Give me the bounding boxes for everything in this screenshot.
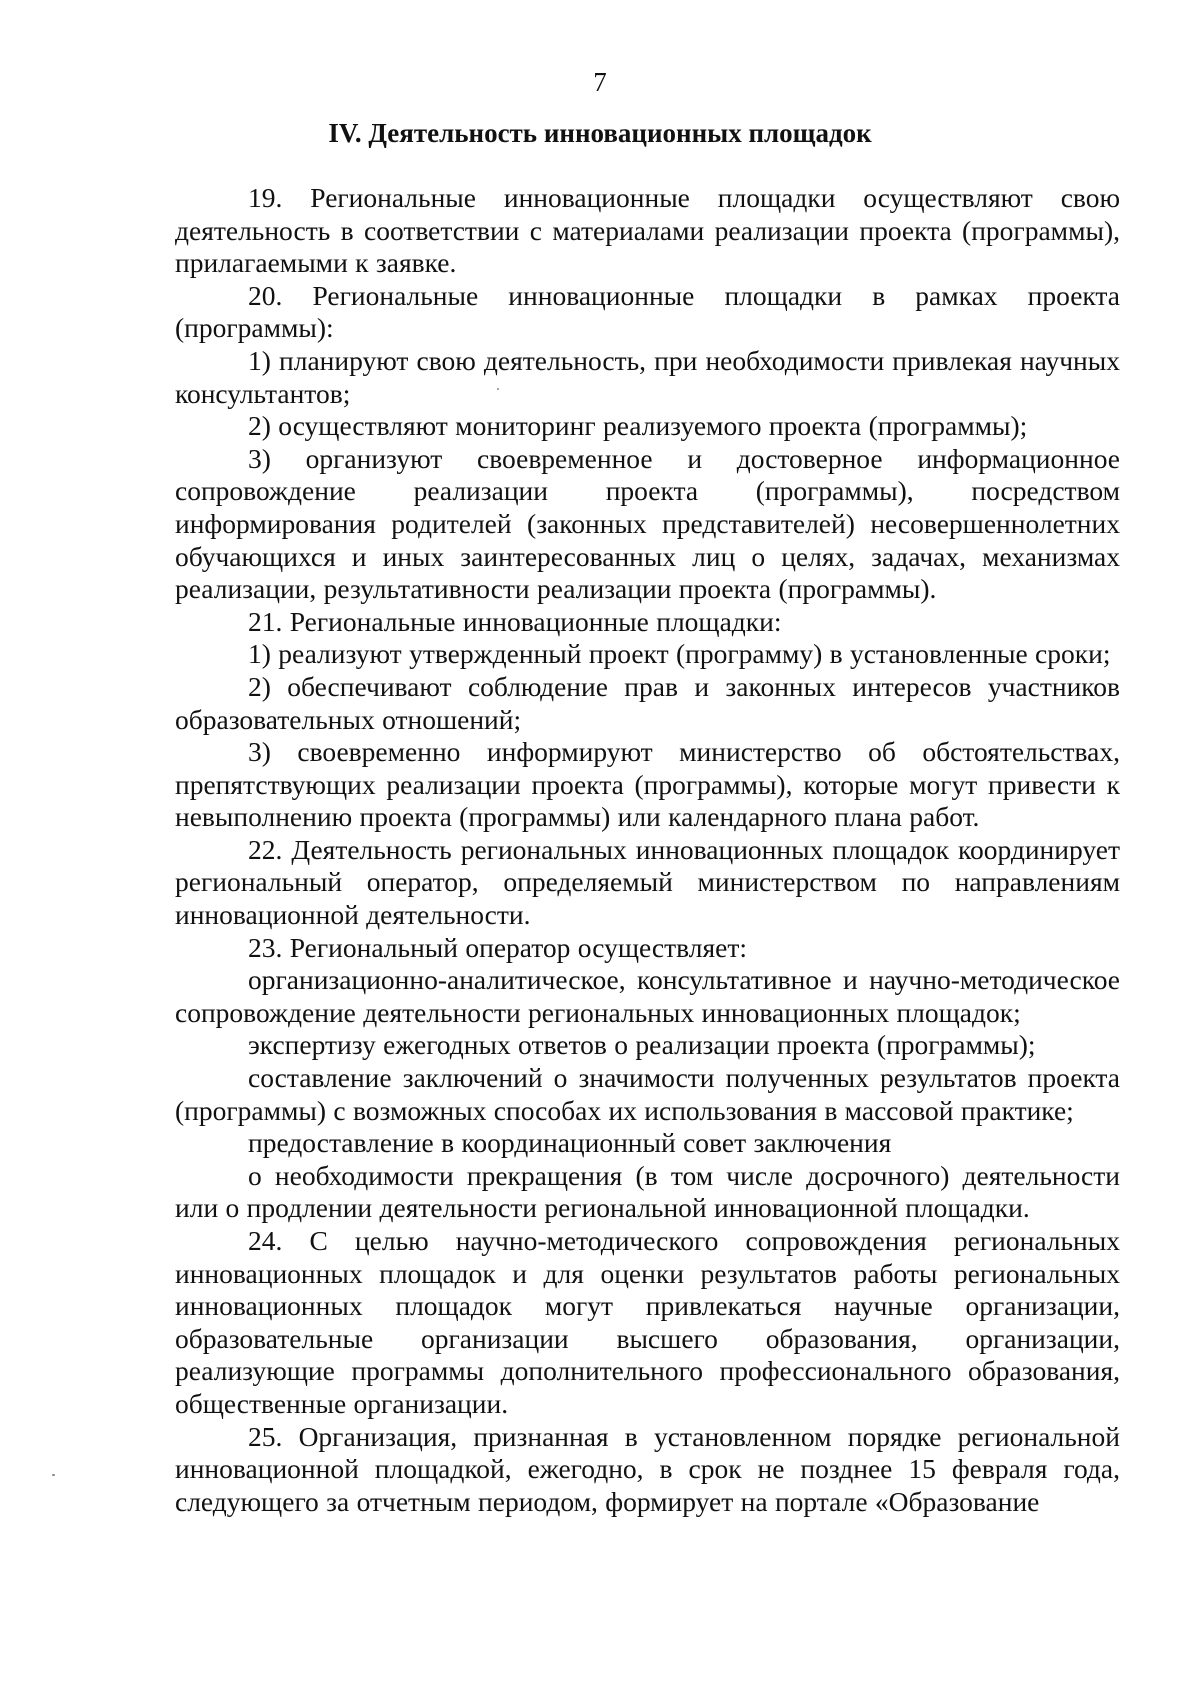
paragraph-23: 23. Региональный оператор осуществляет: — [248, 931, 747, 963]
page-number: 7 — [593, 67, 607, 97]
document-body — [175, 182, 1120, 1518]
paragraph-20-item-1: 1) планируют свою деятельность, при необходимости привлекая научных консультантов; — [175, 344, 1120, 409]
scan-speck-mark — [52, 1474, 55, 1476]
scan-speck-mark — [497, 388, 499, 390]
paragraph-21-item-2: 2) обеспечивают соблюдение прав и законных интересов участников образовательных отношений; — [175, 670, 1120, 735]
paragraph-20: 20. Региональные инновационные площадки в рамках проекта (программы): — [175, 279, 1120, 344]
paragraph-23-item-1: организационно-аналитическое, консультативное и научно-методическое сопровождение деятельности региональных инновационных площадок; — [175, 964, 1120, 1028]
paragraph-25: 25. Организация, признанная в установленном порядке региональной инновационной площадкой, ежегодно, в срок не позднее 15 февраля года, следующего за отчетным периодом, формирует на портале «Образование — [175, 1420, 1120, 1517]
paragraph-21: 21. Региональные инновационные площадки: — [248, 605, 782, 637]
paragraph-20-item-2: 2) осуществляют мониторинг реализуемого проекта (программы); — [248, 410, 1028, 442]
section-title: IV. Деятельность инновационных площадок — [328, 118, 872, 148]
paragraph-24: 24. С целью научно-методического сопровождения региональных инновационных площадок и для оценки результатов работы региональных инновационных площадок могут привлекаться научные организации, образовательные организации высшего образования, организации, реализующие программы дополнительного профессионального образования, общественные организации. — [175, 1225, 1120, 1419]
paragraph-21-item-3: 3) своевременно информируют министерство об обстоятельствах, препятствующих реализации проекта (программы), которые могут привести к невыполнению проекта (программы) или календарного плана работ. — [175, 736, 1120, 833]
paragraph-23-item-3: составление заключений о значимости полученных результатов проекта (программы) с возможных способах их использования в массовой практике; — [175, 1062, 1120, 1126]
paragraph-21-item-1: 1) реализуют утвержденный проект (программу) в установленные сроки; — [248, 638, 1111, 670]
paragraph-23-item-4: предоставление в координационный совет заключения — [248, 1127, 892, 1159]
paragraph-19: 19. Региональные инновационные площадки осуществляют свою деятельность в соответствии с материалами реализации проекта (программы), прилагаемыми к заявке. — [175, 182, 1120, 279]
paragraph-23-item-4-continued: о необходимости прекращения (в том числе досрочного) деятельности или о продлении деятельности региональной инновационной площадки. — [175, 1159, 1120, 1224]
paragraph-22: 22. Деятельность региональных инновационных площадок координирует региональный оператор, определяемый министерством по направлениям инновационной деятельности. — [175, 833, 1120, 931]
paragraph-23-item-2: экспертизу ежегодных ответов о реализации проекта (программы); — [248, 1029, 1036, 1061]
paragraph-20-item-3: 3) организуют своевременное и достоверное информационное сопровождение реализации проекта (программы), посредством информирования родителей (законных представителей) несовершеннолетних обучающихся и иных заинтересованных лиц о целях, задачах, механизмах реализации, результативности реализации проекта (программы). — [175, 442, 1120, 605]
